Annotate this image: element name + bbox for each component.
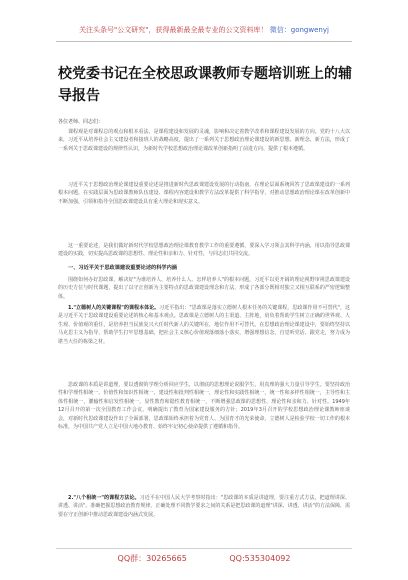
salutation: 各位老师、同志们： — [58, 119, 104, 125]
footer-divider — [56, 548, 352, 549]
subsection-2-body: 习近平在中国人民大学考察时指出："思政课的本质是讲道理，要注重方式方法，把道理讲深、讲透、讲活"。准确把握思想政治教育规律，正确处理不同教学要求之间的关系是把思政课的道理"讲深、讲透、讲活"的方法保障，需要在守正创新中推动思政课建设内涵式发展。 — [58, 495, 350, 518]
document-title: 校党委书记在全校思政课教师专题培训班上的辅导报告 — [58, 66, 352, 104]
header-divider — [56, 41, 352, 42]
subsection-2 — [58, 494, 350, 546]
footer-qq: QQ:535304092 — [229, 554, 291, 563]
footer-qq-group: QQ群：30265665 — [117, 554, 187, 563]
subsection-1 — [58, 304, 350, 380]
subsection-1-body: 习近平指出："思政课是落实立德树人根本任务的关键课程，思政课作用不可替代"，这是习近平关于思政课建设重要论述的核心和基本观点。思政课是立德树人的主渠道、主阵地，肩负着帮助学生树立正确的世界观、人生观、价值观的重任，是培养担当民族复兴大任时代新人的关键所在，地位作用不可替代。在思想政治理论课建设中，要始终坚持以马克思主义为指导，帮助学生打牢思想基础，把社会主义核心价值观落细落小落实，增强理想信念，自觉听党话、跟党走，努力成为堪当大任的栋梁之材。 — [58, 305, 350, 345]
banner-text: 关注头条号"公文研究"，获得最新最全最专业的公文资料库！ — [79, 26, 268, 34]
banner-wechat-link[interactable]: 微信：gongwenyj — [269, 26, 329, 34]
subsection-2-heading: 2."八个相统一"的课程方法论。 — [68, 495, 140, 501]
section-intro-paragraph: 围绕如何办好思政课，解决好"为谁培养人、培养什么人、怎样培养人"的根本问题，习近平以更开阔的理论视野审视思政课建设的历史方位与时代课题，提出了以守正创新为主要特点的思政课建设理念和方法，形成了各部分既相对独立又相互联系的严密逻辑整体。 — [58, 277, 350, 300]
subsection-1-heading: 1."立德树人的关键课程"的课程本体论。 — [68, 305, 160, 311]
intro-paragraph-3: 这一重要论述，是我们做好新时代学校思想政治理论课教育教学工作的重要遵循，要深入学习领会其科学内涵，用以指导思政课建设的实践，切实提高思政课的思想性、理论性和亲和力、针对性，与同志们共同交流。 — [58, 243, 350, 258]
section-heading: 一、习近平关于思政课建设重要论述的科学内涵 — [68, 265, 177, 271]
footer — [0, 552, 408, 566]
intro-paragraph-2: 习近平关于思想政治理论课建设重要论述是推进新时代思政课建设发展的行动指南，在理论层面系统回答了思政课建设的一系列根本问题，在实践层面为思政课教师队伍建设、课程内容建设和教学方法改革提供了科学指导，对推动思想政治理论课在改革创新中不断加强，引领和指导全国思政课建设具有重大理论和现实意义。 — [58, 182, 350, 205]
top-banner — [0, 20, 408, 40]
subsection-1-continuation: 思政课的本质是讲道理，要以透彻的学理分析回应学生，以彻底的思想理论说服学生，用真理的强大力量引导学生。要坚持政治性和学理性相统一，价值性和知识性相统一，建设性和批判性相统一，理论性和实践性相统一，统一性和多样性相统一，主导性和主体性相统一，灌输性和启发性相统一，显性教育和隐性教育相统一，不断增强思政课的思想性、理论性和亲和力、针对性。1949年12月召开的第一次全国教育工作会议，明确提出了教育为国家建设服务的方针；2019年3月召开的学校思想政治理论课教师座谈会，对新时代思政课建设作出了全面部署，思政课始终承担着为党育人、为国育才的光荣使命，立德树人是检验学校一切工作的根本标准，为中国共产党人立足中国大地办教育、始终牢记初心使命提供了遵循和指导。 — [58, 382, 350, 431]
intro-paragraph-1: 课程观是对课程总的观点和根本看法，是课程建设和发展的灵魂，影响和决定着教学改革和课程建设发展的方向。党的十八大以来，习近平从培养社会主义建设者和接班人的战略高度，提出了一系列关于思想政治理论课建设的新思想、新理念、新方法，形成了一系列关于思政课建设的规律性认识，为新时代学校思想政治理论课改革创新指明了前进方向、提供了根本遵循。 — [58, 129, 350, 152]
